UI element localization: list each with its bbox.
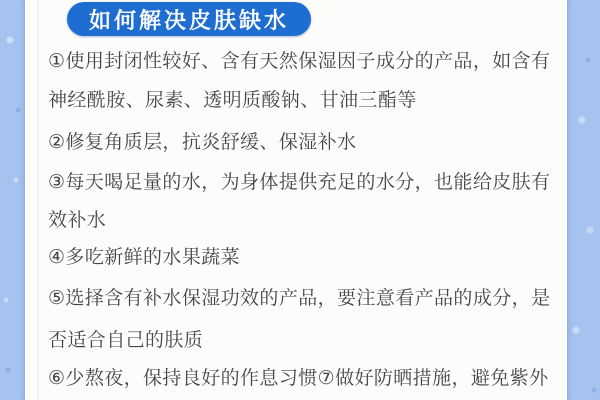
card-fold-line: [37, 0, 39, 400]
body-line-8: 否适合自己的肤质: [48, 330, 204, 351]
title-badge: [67, 2, 311, 36]
body-line-6: ④多吃新鲜的水果蔬菜: [48, 247, 241, 268]
page-title: 如何解决皮肤缺水: [89, 7, 290, 33]
body-line-5: 效补水: [48, 210, 107, 231]
body-line-2: 神经酰胺、尿素、透明质酸钠、甘油三酯等: [48, 90, 417, 111]
body-line-4: ③每天喝足量的水，为身体提供充足的水分，也能给皮肤有: [48, 172, 551, 193]
body-line-3: ②修复角质层，抗炎舒缓、保湿补水: [48, 132, 357, 153]
content-card: [25, 0, 567, 400]
body-line-7: ⑤选择含有补水保湿功效的产品，要注意看产品的成分，是: [48, 288, 551, 309]
body-line-1: ①使用封闭性较好、含有天然保湿因子成分的产品，如含有: [48, 51, 551, 72]
body-line-9: ⑥少熬夜，保持良好的作息习惯⑦做好防晒措施，避免紫外: [48, 368, 549, 389]
